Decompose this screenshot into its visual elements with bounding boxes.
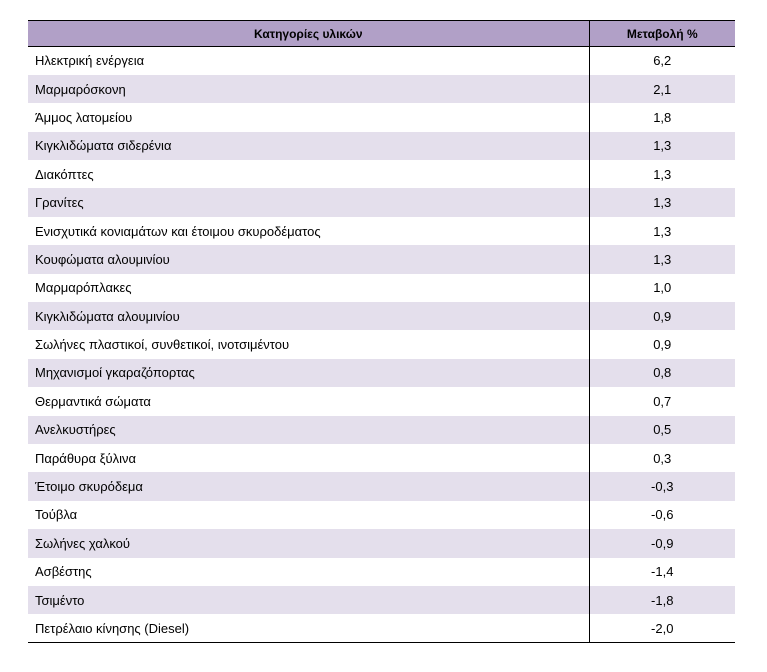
change-percent-cell: 1,3 [589,188,735,216]
category-cell: Τούβλα [35,507,78,523]
change-percent-cell: -0,3 [589,472,735,500]
change-percent-cell: 1,3 [589,132,735,160]
table-body [28,47,735,643]
table-row [28,444,735,472]
change-percent-cell: 0,5 [589,416,735,444]
table-row [28,416,735,444]
category-cell: Τσιμέντο [35,592,85,608]
category-cell: Έτοιμο σκυρόδεμα [35,479,143,495]
change-percent-cell: 1,3 [589,217,735,245]
table-row [28,614,735,642]
table-row [28,217,735,245]
change-percent-cell: 0,9 [589,330,735,358]
change-percent-cell: 1,8 [589,103,735,131]
category-cell: Θερμαντικά σώματα [35,393,151,409]
table-row [28,160,735,188]
category-cell: Γρανίτες [35,195,84,211]
change-percent-cell: 1,3 [589,160,735,188]
change-percent-cell: 1,0 [589,274,735,302]
change-percent-cell: -0,6 [589,501,735,529]
table-row [28,302,735,330]
table-row [28,529,735,557]
table-row [28,47,735,75]
category-cell: Παράθυρα ξύλινα [35,450,137,466]
table-row [28,586,735,614]
category-cell: Μαρμαρόπλακες [35,280,132,296]
category-cell: Πετρέλαιο κίνησης (Diesel) [28,614,589,642]
category-cell: Κιγκλιδώματα σιδερένια [35,138,172,154]
change-percent-cell: -1,4 [589,558,735,586]
table-row [28,330,735,358]
category-cell: Μαρμαρόσκονη [35,81,126,97]
category-cell: Ανελκυστήρες [35,422,116,438]
column-header-change: Μεταβολή % [589,21,735,47]
column-header-category: Κατηγορίες υλικών [28,21,589,47]
category-cell: Σωλήνες πλαστικοί, συνθετικοί, ινοτσιμέντου [35,337,290,353]
change-percent-cell: 6,2 [589,47,735,75]
change-percent-cell: -0,9 [589,529,735,557]
table-row [28,472,735,500]
table-row [28,274,735,302]
table-row [28,245,735,273]
table-row [28,188,735,216]
header-row [28,21,735,47]
change-percent-cell: 0,9 [589,302,735,330]
change-percent-cell: 0,7 [589,387,735,415]
category-cell: Ενισχυτικά κονιαμάτων και έτοιμου σκυροδέματος [35,223,321,239]
table-row [28,501,735,529]
table-header [28,21,735,47]
table-row [28,387,735,415]
change-percent-cell: -1,8 [589,586,735,614]
change-percent-cell: 0,3 [589,444,735,472]
category-cell: Διακόπτες [35,166,94,182]
table-row [28,558,735,586]
change-percent-cell: 0,8 [589,359,735,387]
change-percent-cell: 1,3 [589,245,735,273]
category-cell: Κουφώματα αλουμινίου [35,251,170,267]
change-percent-cell: -2,0 [589,614,735,642]
table-row [28,132,735,160]
category-cell: Άμμος λατομείου [35,109,133,125]
category-cell: Ασβέστης [35,564,92,580]
table-row [28,75,735,103]
category-cell: Κιγκλιδώματα αλουμινίου [35,308,180,324]
category-cell: Σωλήνες χαλκού [35,535,131,551]
category-cell: Μηχανισμοί γκαραζόπορτας [35,365,195,381]
materials-change-table [28,20,735,643]
category-cell: Ηλεκτρική ενέργεια [35,53,145,69]
table-row [28,103,735,131]
materials-table-container [28,20,735,643]
change-percent-cell: 2,1 [589,75,735,103]
table-row [28,359,735,387]
